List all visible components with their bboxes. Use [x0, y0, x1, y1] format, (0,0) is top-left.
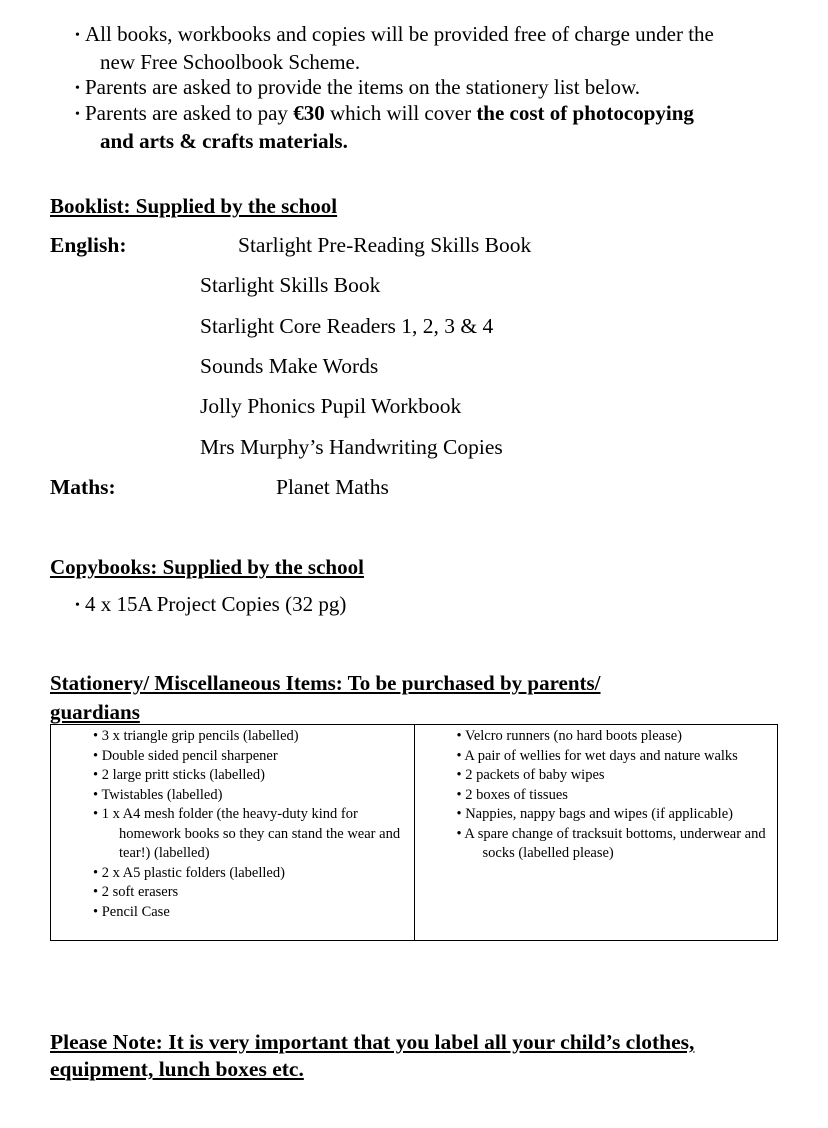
list-item-text: 2 large pritt sticks (labelled)	[101, 767, 265, 783]
list-item-text: 2 packets of baby wipes	[465, 767, 605, 783]
list-item: • 2 packets of baby wipes	[456, 767, 605, 783]
list-item-text-cont: socks (labelled please)	[482, 845, 614, 861]
list-item: • Twistables (labelled)	[93, 786, 223, 803]
list-item: • A pair of wellies for wet days and nature walks	[456, 747, 738, 764]
list-item: • A spare change of tracksuit bottoms, underwear and socks (labelled please)	[415, 825, 772, 864]
note-line2: equipment, lunch boxes etc.	[50, 1057, 304, 1081]
list-item-text: Pencil Case	[101, 903, 170, 920]
note-line1: Please Note: It is very important that you label all your child’s clothes,	[50, 1030, 695, 1054]
copybooks-item-text: 4 x 15A Project Copies (32 pg)	[85, 592, 347, 616]
list-item-text: Twistables (labelled)	[101, 786, 223, 803]
maths-label: Maths:	[50, 475, 116, 499]
list-item-text: Velcro runners (no hard boots please)	[464, 728, 682, 744]
list-item: • 2 x A5 plastic folders (labelled)	[93, 864, 285, 881]
english-book: Starlight Pre-Reading Skills Book	[238, 233, 532, 257]
intro-bullet-stationery: • Parents are asked to provide the items on the stationery list below.	[75, 75, 641, 99]
stationery-heading-line1: Stationery/ Miscellaneous Items: To be purchased by parents/	[50, 671, 601, 695]
english-book: Sounds Make Words	[200, 354, 379, 378]
stationery-left-column	[51, 725, 415, 941]
list-item: • 1 x A4 mesh folder (the heavy-duty kind for homework books so they can stand the wear and tear!) (labelled)	[51, 805, 408, 864]
intro-bullet-free-books: • All books, workbooks and copies will be provided free of charge under the new Free Schoolbook Scheme.	[75, 22, 714, 74]
list-item-text: 2 x A5 plastic folders (labelled)	[101, 864, 285, 881]
note-text	[50, 1029, 810, 1083]
list-item-text: 1 x A4 mesh folder (the heavy-duty kind for	[101, 806, 358, 822]
list-item-text: 3 x triangle grip pencils (labelled)	[101, 728, 299, 744]
english-book: Mrs Murphy’s Handwriting Copies	[200, 435, 503, 459]
payment-amount: €30	[293, 101, 325, 125]
payment-text-mid: which will cover	[324, 101, 477, 125]
stationery-heading-line2: guardians	[50, 700, 140, 724]
list-item: • 2 boxes of tissues	[456, 786, 568, 803]
copybooks-item: • 4 x 15A Project Copies (32 pg)	[75, 592, 347, 616]
payment-text: Parents are asked to pay	[85, 101, 294, 125]
list-item: • 2 large pritt sticks (labelled)	[93, 767, 265, 783]
intro-bullet-text: All books, workbooks and copies will be provided free of charge under the	[85, 22, 714, 46]
list-item: • Double sided pencil sharpener	[93, 747, 278, 764]
list-item-text: Double sided pencil sharpener	[101, 747, 278, 764]
intro-bullet-text: Parents are asked to provide the items on the stationery list below.	[85, 75, 641, 99]
copybooks-heading: Copybooks: Supplied by the school	[50, 555, 364, 579]
list-item: • Velcro runners (no hard boots please)	[456, 728, 682, 744]
list-item: • 3 x triangle grip pencils (labelled)	[93, 728, 299, 744]
stationery-right-column	[414, 725, 778, 941]
english-book: Starlight Skills Book	[200, 273, 381, 297]
maths-book: Planet Maths	[276, 475, 389, 499]
list-item-text-cont: homework books so they can stand the wear and tear!) (labelled)	[119, 825, 401, 861]
stationery-table	[50, 724, 778, 941]
list-item: • Nappies, nappy bags and wipes (if applicable)	[456, 806, 733, 822]
intro-bullet-text-cont: new Free Schoolbook Scheme.	[100, 50, 361, 74]
list-item: • 2 soft erasers	[93, 884, 179, 900]
list-item-text: A spare change of tracksuit bottoms, underwear and	[464, 825, 766, 842]
intro-bullet-payment: • Parents are asked to pay €30 which will cover the cost of photocopying and arts & crafts materials.	[75, 101, 694, 153]
english-label: English:	[50, 233, 127, 257]
list-item: • Pencil Case	[93, 903, 170, 920]
english-book: Starlight Core Readers 1, 2, 3 & 4	[200, 314, 494, 338]
stationery-heading	[50, 669, 601, 727]
list-item-text: 2 soft erasers	[101, 884, 179, 900]
english-book: Jolly Phonics Pupil Workbook	[200, 394, 462, 418]
list-item-text: A pair of wellies for wet days and nature walks	[464, 747, 738, 764]
booklist-heading: Booklist: Supplied by the school	[50, 194, 338, 218]
list-item-text: Nappies, nappy bags and wipes (if applicable)	[465, 806, 733, 822]
payment-purpose-cont: and arts & crafts materials.	[100, 129, 348, 153]
payment-purpose: the cost of photocopying	[476, 101, 694, 125]
list-item-text: 2 boxes of tissues	[465, 786, 568, 803]
